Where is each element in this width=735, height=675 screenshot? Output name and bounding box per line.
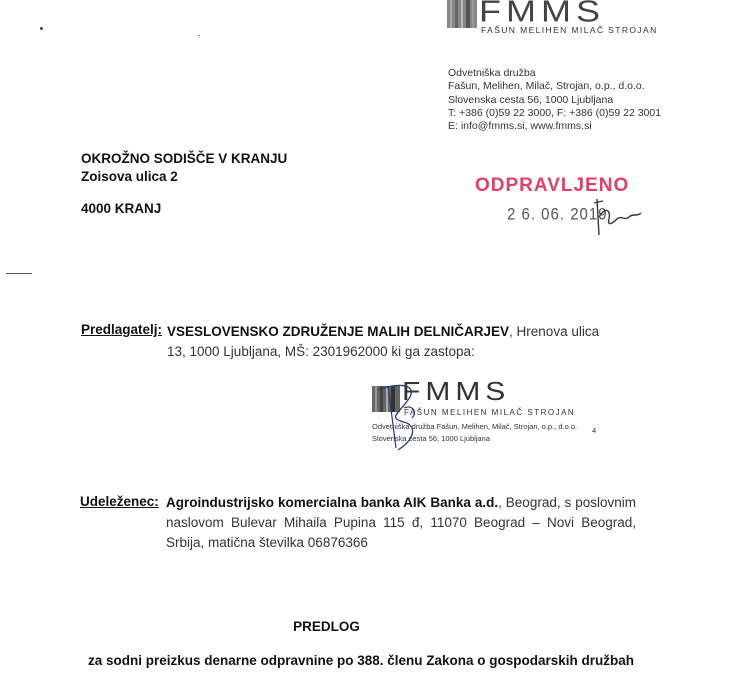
firm-name: Fašun, Melihen, Milač, Strojan, o.p., d.o.o.: [448, 80, 645, 93]
document-title: PREDLOG: [293, 619, 360, 634]
signature-icon: [593, 197, 643, 237]
proposer-label: Predlagatelj:: [81, 322, 163, 337]
court-name: OKROŽNO SODIŠČE V KRANJU: [81, 151, 288, 166]
court-postal: 4000 KRANJ: [81, 201, 162, 216]
stamp-logo-subtitle: FAŠUN MELIHEN MILAČ STROJAN: [404, 408, 576, 417]
participant-text: [166, 493, 636, 553]
signature-icon: [368, 378, 448, 458]
participant-name: Agroindustrijsko komercialna banka AIK Banka a.d.: [166, 495, 499, 510]
document-subtitle: za sodni preizkus denarne odpravnine po 388. členu Zakona o gospodarskih družbah: [87, 653, 635, 668]
dispatch-stamp: [475, 175, 675, 235]
logo-wordmark: FMMS: [479, 0, 605, 29]
firm-phone-fax: T: +386 (0)59 22 3000, F: +386 (0)59 22 3001: [448, 106, 662, 119]
stamp-number: 4: [592, 426, 597, 435]
fold-mark: [6, 273, 32, 274]
stamp-address-line: Slovenska cesta 56, 1000 Ljubljana: [372, 434, 491, 443]
header-logo: [447, 0, 667, 40]
scan-speck: [40, 27, 43, 30]
fmms-logo-icon: [447, 0, 477, 28]
court-street: Zoisova ulica 2: [81, 169, 178, 184]
firm-address: Slovenska cesta 56, 1000 Ljubljana: [448, 93, 614, 106]
firm-address-block: [448, 67, 661, 133]
logo-subtitle: FAŠUN MELIHEN MILAČ STROJAN: [481, 25, 658, 35]
proposer-details: , Hrenova ulica 13, 1000 Ljubljana, MŠ: 2301962000 ki ga zastopa:: [167, 324, 600, 359]
proposer-name: VSESLOVENSKO ZDRUŽENJE MALIH DELNIČARJEV: [167, 324, 510, 339]
participant-details: , Beograd, s poslovnim naslovom Bulevar Mihaila Pupina 115 đ, 11070 Beograd – Novi Beograd, Srbija, matična številka 06876366: [166, 495, 637, 550]
firm-type: Odvetniška družba: [448, 67, 536, 79]
scan-speck: [198, 35, 200, 36]
representative-stamp: [368, 378, 608, 458]
stamp-firm-line: Odvetniška družba Fašun, Melihen, Milač, Strojan, o.p., d.o.o.: [372, 422, 578, 431]
stamp-logo-wordmark: FMMS: [402, 378, 511, 407]
firm-email-web: E: info@fmms.si, www.fmms.si: [448, 120, 592, 133]
participant-label: Udeleženec:: [80, 494, 159, 509]
stamp-title: ODPRAVLJENO: [475, 175, 630, 196]
proposer-text: [167, 322, 617, 362]
court-addressee: [81, 150, 287, 218]
stamp-date: 2 6. 06. 2019: [507, 205, 608, 224]
